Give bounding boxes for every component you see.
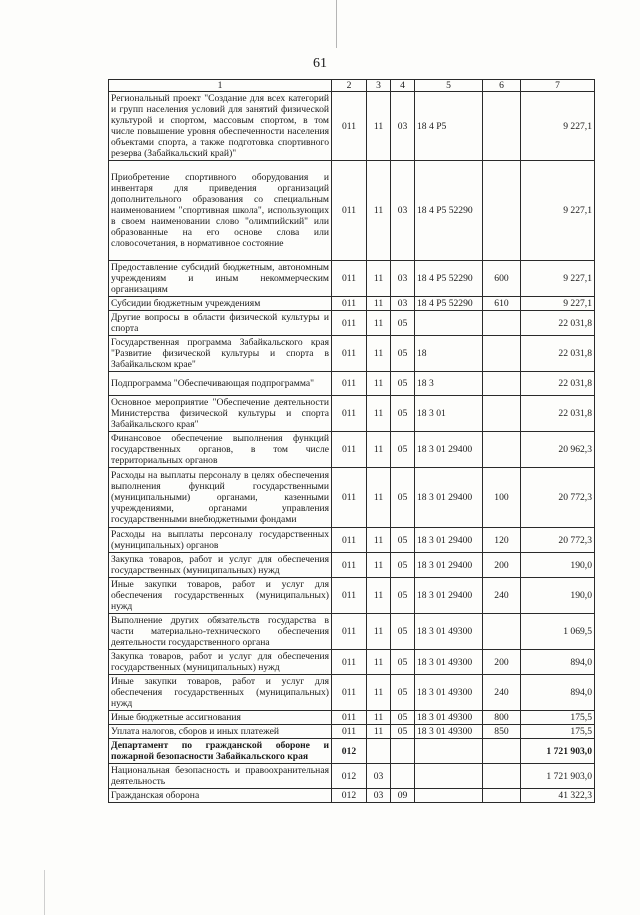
row-subsection-code: 05 (391, 578, 415, 614)
table-row (109, 578, 595, 614)
row-section-code: 11 (367, 161, 391, 261)
row-description: Расходы на выплаты персоналу государственных (муниципальных) органов (109, 528, 332, 553)
row-section-code: 11 (367, 711, 391, 725)
row-target-article: 18 4 P5 (415, 92, 483, 161)
row-subsection-code: 03 (391, 92, 415, 161)
row-expense-type: 850 (483, 725, 521, 739)
column-header: 5 (415, 80, 483, 92)
row-section-code (367, 739, 391, 764)
row-description: Закупка товаров, работ и услуг для обеспечения государственных (муниципальных) нужд (109, 553, 332, 578)
row-ministry-code: 011 (332, 396, 367, 432)
row-target-article: 18 4 P5 52290 (415, 261, 483, 297)
row-target-article: 18 3 01 (415, 396, 483, 432)
row-section-code: 11 (367, 614, 391, 650)
row-description: Национальная безопасность и правоохранительная деятельность (109, 764, 332, 789)
column-header: 2 (332, 80, 367, 92)
row-ministry-code: 012 (332, 764, 367, 789)
row-subsection-code: 05 (391, 336, 415, 372)
row-amount: 1 721 903,0 (521, 764, 595, 789)
row-ministry-code: 011 (332, 336, 367, 372)
row-ministry-code: 011 (332, 553, 367, 578)
row-expense-type (483, 161, 521, 261)
row-amount: 894,0 (521, 675, 595, 711)
row-expense-type: 800 (483, 711, 521, 725)
table-row (109, 650, 595, 675)
row-section-code: 11 (367, 432, 391, 468)
row-amount: 20 772,3 (521, 468, 595, 528)
scan-artifact-line (44, 870, 45, 915)
row-expense-type (483, 789, 521, 803)
table-row (109, 711, 595, 725)
row-amount: 9 227,1 (521, 297, 595, 311)
row-section-code: 11 (367, 336, 391, 372)
row-amount: 894,0 (521, 650, 595, 675)
row-description: Основное мероприятие "Обеспечение деятельности Министерства физической культуры и спорта Забайкальского края" (109, 396, 332, 432)
row-expense-type (483, 614, 521, 650)
table-header-row (109, 80, 595, 92)
row-section-code: 11 (367, 553, 391, 578)
table-row (109, 739, 595, 764)
row-ministry-code: 011 (332, 432, 367, 468)
row-expense-type (483, 311, 521, 336)
row-amount: 22 031,8 (521, 396, 595, 432)
scan-artifact-line (336, 0, 337, 48)
row-section-code: 11 (367, 92, 391, 161)
row-ministry-code: 011 (332, 161, 367, 261)
row-subsection-code: 05 (391, 650, 415, 675)
row-amount: 175,5 (521, 725, 595, 739)
page-number: 61 (313, 56, 327, 71)
table-row (109, 336, 595, 372)
row-subsection-code: 05 (391, 372, 415, 396)
row-expense-type: 100 (483, 468, 521, 528)
row-subsection-code: 05 (391, 432, 415, 468)
table-row (109, 789, 595, 803)
row-target-article: 18 4 P5 52290 (415, 161, 483, 261)
table-row (109, 468, 595, 528)
row-description: Расходы на выплаты персоналу в целях обеспечения выполнения функций государственными (муниципальными) органами, казенными учреждениями, органами управления государственными внебюджетными фондами (109, 468, 332, 528)
row-amount: 1 721 903,0 (521, 739, 595, 764)
row-amount: 20 772,3 (521, 528, 595, 553)
row-ministry-code: 011 (332, 297, 367, 311)
row-expense-type: 200 (483, 553, 521, 578)
row-section-code: 11 (367, 675, 391, 711)
row-expense-type (483, 92, 521, 161)
row-expense-type (483, 396, 521, 432)
row-section-code: 11 (367, 297, 391, 311)
row-subsection-code: 05 (391, 396, 415, 432)
row-expense-type: 200 (483, 650, 521, 675)
table-row (109, 528, 595, 553)
row-section-code: 11 (367, 468, 391, 528)
row-ministry-code: 011 (332, 711, 367, 725)
row-subsection-code: 03 (391, 261, 415, 297)
row-description: Иные закупки товаров, работ и услуг для обеспечения государственных (муниципальных) нужд (109, 675, 332, 711)
row-target-article: 18 3 01 49300 (415, 614, 483, 650)
row-section-code: 11 (367, 528, 391, 553)
row-amount: 1 069,5 (521, 614, 595, 650)
row-section-code: 03 (367, 764, 391, 789)
row-expense-type (483, 432, 521, 468)
row-description: Региональный проект "Создание для всех категорий и групп населения условий для занятий физической культурой и спортом, массовым спортом, в том числе повышение уровня обеспеченности населения объектами спорта, а также подготовка спортивного резерва (Забайкальский край)" (109, 92, 332, 161)
row-subsection-code: 09 (391, 789, 415, 803)
row-description: Предоставление субсидий бюджетным, автономным учреждениям и иным некоммерческим организациям (109, 261, 332, 297)
row-target-article: 18 3 01 49300 (415, 675, 483, 711)
table-row (109, 297, 595, 311)
row-description: Закупка товаров, работ и услуг для обеспечения государственных (муниципальных) нужд (109, 650, 332, 675)
column-header: 1 (109, 80, 332, 92)
row-ministry-code: 011 (332, 675, 367, 711)
table-body (109, 92, 595, 803)
row-expense-type: 240 (483, 578, 521, 614)
column-header: 3 (367, 80, 391, 92)
row-section-code: 11 (367, 725, 391, 739)
row-section-code: 11 (367, 311, 391, 336)
row-expense-type (483, 739, 521, 764)
row-section-code: 11 (367, 396, 391, 432)
table-row (109, 92, 595, 161)
row-target-article: 18 3 01 29400 (415, 578, 483, 614)
row-target-article: 18 3 01 29400 (415, 528, 483, 553)
row-description: Иные бюджетные ассигнования (109, 711, 332, 725)
row-ministry-code: 011 (332, 92, 367, 161)
table-row (109, 764, 595, 789)
column-header: 7 (521, 80, 595, 92)
row-subsection-code (391, 764, 415, 789)
row-ministry-code: 011 (332, 468, 367, 528)
row-amount: 9 227,1 (521, 261, 595, 297)
row-subsection-code: 05 (391, 311, 415, 336)
row-target-article: 18 3 01 29400 (415, 553, 483, 578)
row-expense-type (483, 336, 521, 372)
row-amount: 22 031,8 (521, 336, 595, 372)
row-description: Приобретение спортивного оборудования и инвентаря для приведения организаций дополнительного образования со специальным наименованием "спортивная школа", использующих в своем наименовании слово "олимпийский" или образованные на его основе слова или словосочетания, в нормативное состояние (109, 161, 332, 261)
table-row (109, 372, 595, 396)
row-target-article: 18 3 01 49300 (415, 725, 483, 739)
row-section-code: 03 (367, 789, 391, 803)
row-description: Субсидии бюджетным учреждениям (109, 297, 332, 311)
row-target-article (415, 789, 483, 803)
row-target-article (415, 311, 483, 336)
row-target-article: 18 3 01 49300 (415, 711, 483, 725)
row-expense-type: 240 (483, 675, 521, 711)
row-ministry-code: 011 (332, 650, 367, 675)
row-subsection-code: 03 (391, 161, 415, 261)
row-description: Департамент по гражданской обороне и пожарной безопасности Забайкальского края (109, 739, 332, 764)
row-target-article (415, 764, 483, 789)
row-section-code: 11 (367, 650, 391, 675)
row-amount: 9 227,1 (521, 92, 595, 161)
row-description: Иные закупки товаров, работ и услуг для обеспечения государственных (муниципальных) нужд (109, 578, 332, 614)
row-amount: 20 962,3 (521, 432, 595, 468)
row-description: Уплата налогов, сборов и иных платежей (109, 725, 332, 739)
row-ministry-code: 011 (332, 614, 367, 650)
row-amount: 41 322,3 (521, 789, 595, 803)
table-row (109, 675, 595, 711)
budget-table (108, 79, 595, 803)
table-row (109, 614, 595, 650)
row-target-article: 18 (415, 336, 483, 372)
table-row (109, 553, 595, 578)
table-row (109, 432, 595, 468)
row-target-article: 18 3 01 49300 (415, 650, 483, 675)
row-description: Государственная программа Забайкальского края "Развитие физической культуры и спорта в Забайкальском крае" (109, 336, 332, 372)
row-ministry-code: 011 (332, 311, 367, 336)
row-target-article: 18 3 01 29400 (415, 468, 483, 528)
column-header: 6 (483, 80, 521, 92)
row-expense-type (483, 372, 521, 396)
row-amount: 190,0 (521, 578, 595, 614)
row-expense-type: 120 (483, 528, 521, 553)
row-section-code: 11 (367, 372, 391, 396)
row-ministry-code: 011 (332, 261, 367, 297)
row-subsection-code: 05 (391, 528, 415, 553)
row-section-code: 11 (367, 261, 391, 297)
row-description: Финансовое обеспечение выполнения функций государственных органов, в том числе территориальных органов (109, 432, 332, 468)
row-target-article: 18 4 P5 52290 (415, 297, 483, 311)
row-ministry-code: 011 (332, 372, 367, 396)
row-description: Гражданская оборона (109, 789, 332, 803)
row-subsection-code (391, 739, 415, 764)
row-ministry-code: 012 (332, 739, 367, 764)
table-row (109, 261, 595, 297)
row-ministry-code: 011 (332, 528, 367, 553)
row-subsection-code: 05 (391, 725, 415, 739)
row-subsection-code: 03 (391, 297, 415, 311)
row-expense-type: 600 (483, 261, 521, 297)
row-subsection-code: 05 (391, 614, 415, 650)
row-target-article: 18 3 01 29400 (415, 432, 483, 468)
row-amount: 190,0 (521, 553, 595, 578)
row-ministry-code: 011 (332, 725, 367, 739)
table-row (109, 161, 595, 261)
row-ministry-code: 011 (332, 578, 367, 614)
row-description: Выполнение других обязательств государства в части материально-технического обеспечения деятельности государственного органа (109, 614, 332, 650)
row-ministry-code: 012 (332, 789, 367, 803)
row-amount: 22 031,8 (521, 311, 595, 336)
row-subsection-code: 05 (391, 711, 415, 725)
column-header: 4 (391, 80, 415, 92)
table-row (109, 725, 595, 739)
row-subsection-code: 05 (391, 675, 415, 711)
table-row (109, 311, 595, 336)
row-description: Подпрограмма "Обеспечивающая подпрограмма" (109, 372, 332, 396)
row-expense-type: 610 (483, 297, 521, 311)
row-subsection-code: 05 (391, 468, 415, 528)
row-description: Другие вопросы в области физической культуры и спорта (109, 311, 332, 336)
row-expense-type (483, 764, 521, 789)
row-target-article (415, 739, 483, 764)
table-row (109, 396, 595, 432)
row-target-article: 18 3 (415, 372, 483, 396)
row-amount: 175,5 (521, 711, 595, 725)
row-amount: 22 031,8 (521, 372, 595, 396)
row-section-code: 11 (367, 578, 391, 614)
row-amount: 9 227,1 (521, 161, 595, 261)
row-subsection-code: 05 (391, 553, 415, 578)
